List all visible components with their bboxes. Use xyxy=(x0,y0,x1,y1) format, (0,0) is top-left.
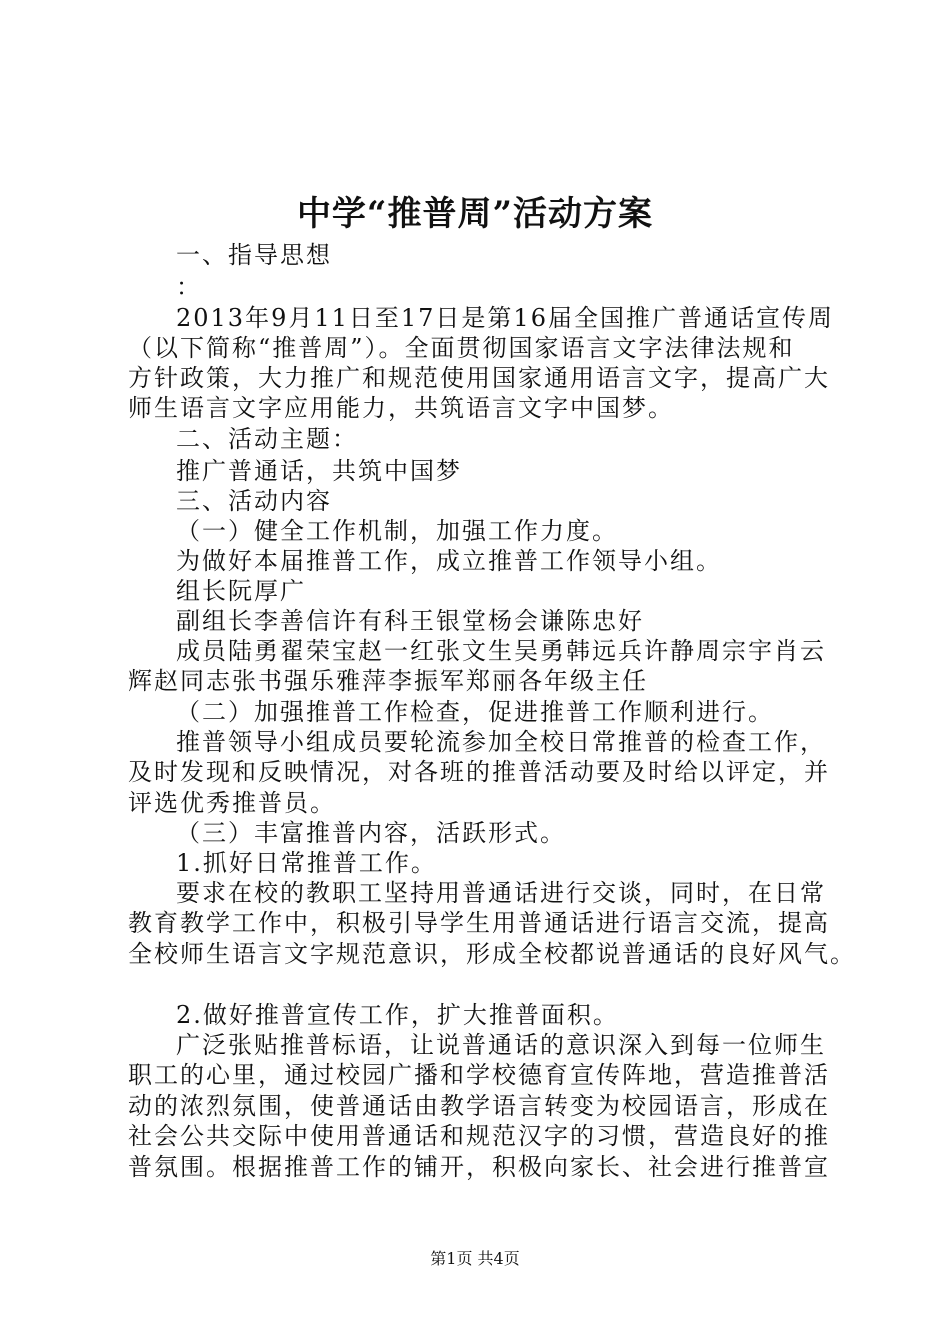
subheading-line: 1.抓好日常推普工作。 xyxy=(176,849,437,877)
subheading-line: （三）丰富推普内容，活跃形式。 xyxy=(176,819,566,847)
page-footer: 第1页 共4页 xyxy=(430,1249,520,1268)
paragraph-line: 社会公共交际中使用普通话和规范汉字的习惯，营造良好的推 xyxy=(128,1122,830,1150)
subheading-line: （一）健全工作机制，加强工作力度。 xyxy=(176,517,618,545)
subheading-line: 2.做好推普宣传工作，扩大推普面积。 xyxy=(176,1001,619,1029)
paragraph-line: 要求在校的教职工坚持用普通话进行交谈，同时，在日常 xyxy=(176,879,826,907)
paragraph-line: 为做好本届推普工作，成立推普工作领导小组。 xyxy=(176,547,722,575)
paragraph-line: 职工的心里，通过校园广播和学校德育宣传阵地，营造推普活 xyxy=(128,1061,830,1089)
paragraph-line: 动的浓烈氛围，使普通话由教学语言转变为校园语言，形成在 xyxy=(128,1092,830,1120)
paragraph-line: 评选优秀推普员。 xyxy=(128,789,336,817)
paragraph-line: 副组长李善信许有科王银堂杨会谦陈忠好 xyxy=(176,607,644,635)
paragraph-line: 方针政策，大力推广和规范使用国家通用语言文字，提高广大 xyxy=(128,364,830,392)
heading-activity-theme: 二、活动主题： xyxy=(176,425,358,453)
paragraph-line: 组长阮厚广 xyxy=(176,577,306,605)
paragraph-line: 成员陆勇翟荣宝赵一红张文生吴勇韩远兵许静周宗宇肖云 xyxy=(176,637,826,665)
paragraph-line: 及时发现和反映情况，对各班的推普活动要及时给以评定，并 xyxy=(128,758,830,786)
paragraph-line: 推广普通话，共筑中国梦 xyxy=(176,457,462,485)
subheading-line: （二）加强推普工作检查，促进推普工作顺利进行。 xyxy=(176,698,774,726)
paragraph-line: 全校师生语言文字规范意识，形成全校都说普通话的良好风气。 xyxy=(128,940,856,968)
paragraph-line: ： xyxy=(176,273,202,301)
heading-guiding-thought: 一、指导思想 xyxy=(176,241,332,269)
paragraph-line: 辉赵同志张书强乐雅萍李振军郑丽各年级主任 xyxy=(128,667,648,695)
paragraph-line: 教育教学工作中，积极引导学生用普通话进行语言交流，提高 xyxy=(128,909,830,937)
paragraph-line: 师生语言文字应用能力，共筑语言文字中国梦。 xyxy=(128,394,674,422)
heading-activity-content: 三、活动内容 xyxy=(176,487,332,515)
paragraph-line: （以下简称“推普周”）。全面贯彻国家语言文字法律法规和 xyxy=(128,334,795,362)
document-title: 中学“推普周”活动方案 xyxy=(296,194,654,234)
paragraph-line: 普氛围。根据推普工作的铺开，积极向家长、社会进行推普宣 xyxy=(128,1153,830,1181)
paragraph-line: 推普领导小组成员要轮流参加全校日常推普的检查工作， xyxy=(176,728,826,756)
paragraph-line: 广泛张贴推普标语，让说普通话的意识深入到每一位师生 xyxy=(176,1031,826,1059)
paragraph-line: 2013年9月11日至17日是第16届全国推广普通话宣传周 xyxy=(176,304,834,332)
